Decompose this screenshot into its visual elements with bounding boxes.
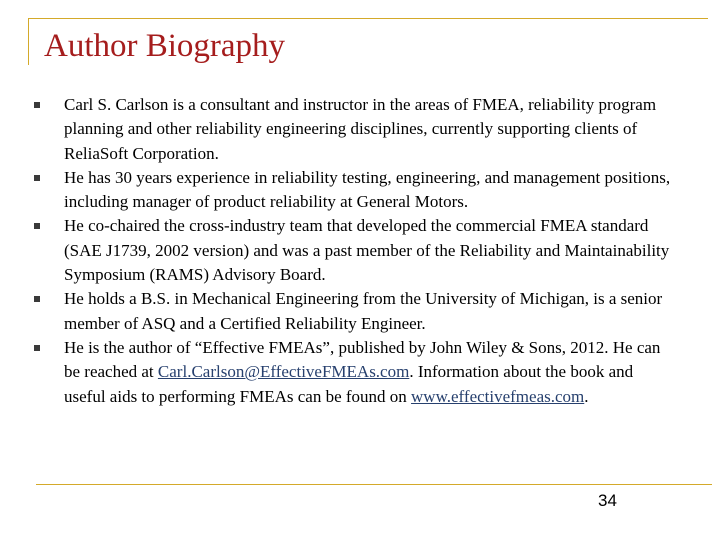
page-number: 34 [598, 491, 617, 510]
bullet-item-education [34, 287, 674, 336]
email-link[interactable]: Carl.Carlson@EffectiveFMEAs.com [157, 362, 410, 382]
bottom-rule [36, 484, 712, 485]
bullet-text: He has 30 years experience in reliability testing, engineering, and management positions, including manager of product reliability at General Motors. [64, 167, 671, 212]
bullet-list [34, 93, 674, 409]
bullet-text: Carl S. Carlson is a consultant and instructor in the areas of FMEA, reliability program planning and other reliability engineering disciplines, currently supporting clients of ReliaSoft Corporation. [64, 95, 657, 163]
bullet-text-part: . [584, 386, 589, 406]
square-bullet-icon [34, 175, 40, 181]
left-rule [28, 18, 29, 65]
square-bullet-icon [34, 223, 40, 229]
bullet-item-author [34, 336, 674, 409]
website-link[interactable]: www.effectivefmeas.com [411, 386, 585, 406]
bullet-text-part: He is the author of “Effective FMEAs”, published by John Wiley & Sons, 2012. He can be reached at [64, 337, 661, 382]
bullet-item-consultant [34, 93, 674, 166]
bullet-text: He holds a B.S. in Mechanical Engineering from the University of Michigan, is a senior member of ASQ and a Certified Reliability Engineer. [64, 289, 663, 333]
bullet-text-part: . Information about the book and useful aids to performing FMEAs can be found on [64, 362, 634, 406]
slide-title: Author Biography [44, 28, 286, 64]
bullet-item-experience [34, 166, 674, 215]
square-bullet-icon [34, 102, 40, 108]
top-rule [28, 18, 708, 19]
square-bullet-icon [34, 296, 40, 302]
square-bullet-icon [34, 345, 40, 351]
bullet-text: He co-chaired the cross-industry team that developed the commercial FMEA standard (SAE J1739, 2002 version) and was a past member of the Reliability and Maintainability Symposium (RAMS) Advisory Board. [64, 216, 670, 285]
bullet-item-standard [34, 214, 674, 287]
